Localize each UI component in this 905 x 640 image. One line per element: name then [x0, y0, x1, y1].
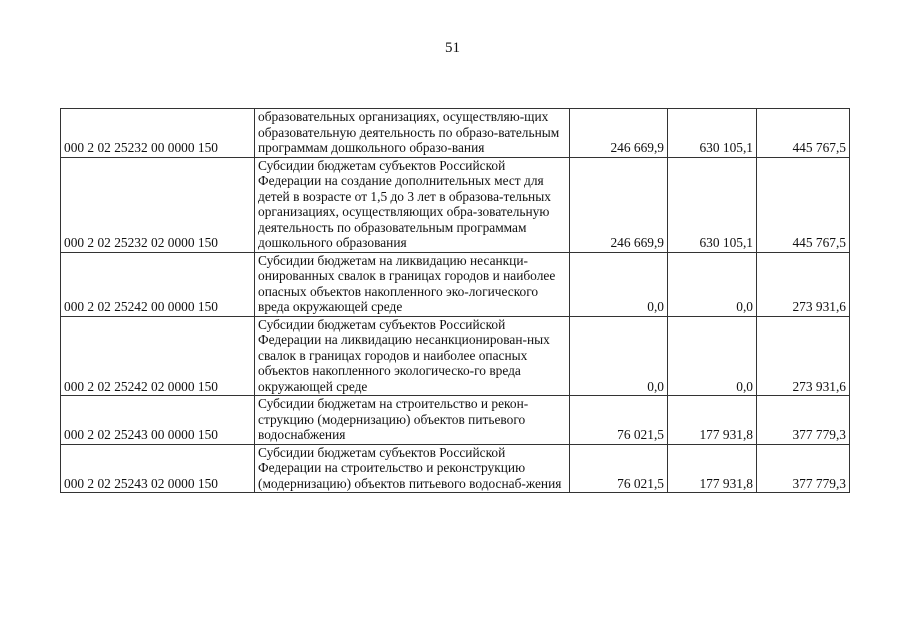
table-row	[61, 316, 850, 396]
table-row	[61, 157, 850, 252]
page-number: 51	[445, 40, 460, 56]
amount-year-1: 0,0	[570, 316, 668, 396]
revenue-item-name: Субсидии бюджетам субъектов Российской Федерации на строительство и реконструкцию (модернизацию) объектов питьевого водоснаб-жения	[255, 444, 570, 493]
table-row	[61, 396, 850, 445]
amount-year-2: 177 931,8	[668, 396, 757, 445]
amount-year-3: 445 767,5	[757, 157, 850, 252]
amount-year-2: 630 105,1	[668, 157, 757, 252]
table-row	[61, 109, 850, 158]
amount-year-3: 377 779,3	[757, 396, 850, 445]
amount-year-1: 76 021,5	[570, 396, 668, 445]
amount-year-3: 273 931,6	[757, 316, 850, 396]
budget-classification-code: 000 2 02 25232 00 0000 150	[61, 109, 255, 158]
amount-year-2: 177 931,8	[668, 444, 757, 493]
budget-classification-code: 000 2 02 25242 00 0000 150	[61, 252, 255, 316]
budget-classification-code: 000 2 02 25243 00 0000 150	[61, 396, 255, 445]
table-row	[61, 252, 850, 316]
revenue-item-name: Субсидии бюджетам субъектов Российской Федерации на создание дополнительных мест для детей в возрасте от 1,5 до 3 лет в образова-тельных организациях, осуществляющих обра-зовательную деятельность по образовательным программам дошкольного образования	[255, 157, 570, 252]
amount-year-3: 377 779,3	[757, 444, 850, 493]
amount-year-1: 246 669,9	[570, 109, 668, 158]
revenue-item-name: Субсидии бюджетам на строительство и рекон-струкцию (модернизацию) объектов питьевого водоснабжения	[255, 396, 570, 445]
revenue-item-name: Субсидии бюджетам субъектов Российской Федерации на ликвидацию несанкционирован-ных свалок в границах городов и наиболее опасных объектов накопленного экологическо-го вреда окружающей среде	[255, 316, 570, 396]
budget-classification-code: 000 2 02 25243 02 0000 150	[61, 444, 255, 493]
budget-revenue-table	[60, 108, 850, 493]
revenue-item-name: Субсидии бюджетам на ликвидацию несанкци-онированных свалок в границах городов и наиболее опасных объектов накопленного эко-логического вреда окружающей среде	[255, 252, 570, 316]
budget-classification-code: 000 2 02 25242 02 0000 150	[61, 316, 255, 396]
amount-year-2: 0,0	[668, 316, 757, 396]
revenue-item-name: образовательных организациях, осуществляю-щих образовательную деятельность по образо-вательным программам дошкольного образо-вания	[255, 109, 570, 158]
table-row	[61, 444, 850, 493]
amount-year-3: 445 767,5	[757, 109, 850, 158]
amount-year-1: 76 021,5	[570, 444, 668, 493]
amount-year-1: 0,0	[570, 252, 668, 316]
budget-classification-code: 000 2 02 25232 02 0000 150	[61, 157, 255, 252]
amount-year-3: 273 931,6	[757, 252, 850, 316]
amount-year-2: 0,0	[668, 252, 757, 316]
amount-year-2: 630 105,1	[668, 109, 757, 158]
amount-year-1: 246 669,9	[570, 157, 668, 252]
